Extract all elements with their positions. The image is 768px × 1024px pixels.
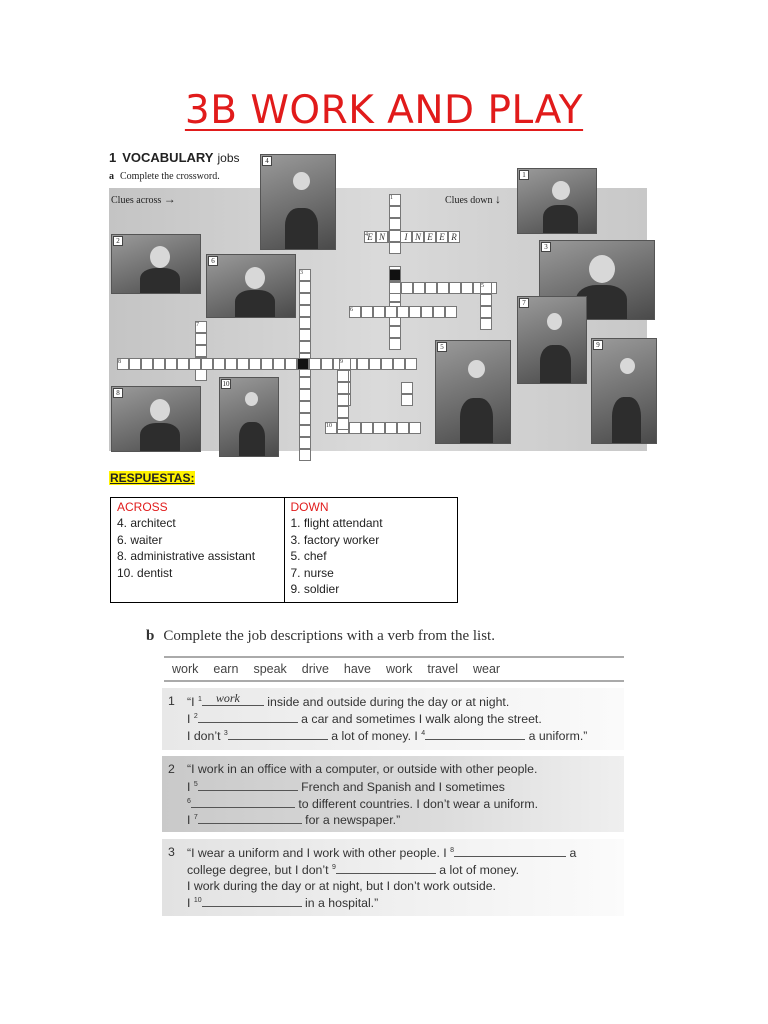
text: a car and sometimes I walk along the street. xyxy=(297,711,542,726)
crossword-cell[interactable] xyxy=(389,326,401,338)
job-photo xyxy=(517,296,587,384)
section-title: VOCABULARY xyxy=(122,150,214,165)
blank-number: 7 xyxy=(193,814,198,822)
example-answer: work xyxy=(215,691,240,705)
crossword-cell[interactable] xyxy=(189,358,201,370)
crossword-cell[interactable] xyxy=(299,413,311,425)
person-head xyxy=(150,246,170,268)
text: “I work in an office with a computer, or outside with other people. xyxy=(187,762,538,776)
job-description-2 xyxy=(162,756,624,832)
text: I xyxy=(187,896,194,911)
blank-field[interactable] xyxy=(425,728,525,740)
crossword-cell[interactable] xyxy=(299,449,311,461)
part-b-letter: b xyxy=(146,628,155,644)
part-b-instruction: Complete the job descriptions with a verb from the list. xyxy=(163,628,495,644)
crossword-cell[interactable] xyxy=(299,293,311,305)
crossword-cell[interactable] xyxy=(213,358,225,370)
down-heading: DOWN xyxy=(290,500,329,514)
clue-number: 4 xyxy=(365,232,368,238)
blank-field[interactable] xyxy=(336,862,436,874)
clue-number: 8 xyxy=(118,359,121,365)
text: college degree, but I don’t xyxy=(187,862,332,877)
word-item: earn xyxy=(213,662,239,676)
person-head xyxy=(552,181,570,200)
word-item: work xyxy=(172,662,199,676)
crossword-cell[interactable] xyxy=(299,425,311,437)
crossword-cell[interactable] xyxy=(413,282,425,294)
answer-item: 9. soldier xyxy=(290,582,340,596)
text: for a newspaper.” xyxy=(301,813,401,828)
crossword-cell[interactable] xyxy=(201,358,213,370)
across-heading: ACROSS xyxy=(117,500,168,514)
crossword-cell-filled[interactable]: E xyxy=(424,231,436,243)
job-description-1 xyxy=(162,688,624,750)
clues-across-text: Clues across xyxy=(111,195,162,206)
photo-number: 8 xyxy=(113,388,123,398)
blank-number: 10 xyxy=(193,897,202,905)
person-head xyxy=(293,172,310,190)
crossword-cell[interactable] xyxy=(433,306,445,318)
crossword-cell-filled[interactable]: E xyxy=(364,231,376,243)
answers-table xyxy=(110,497,458,603)
clues-down-text: Clues down xyxy=(445,195,493,206)
crossword-cell[interactable] xyxy=(389,338,401,350)
crossword-cell[interactable] xyxy=(385,306,397,318)
instruction-text: Complete the crossword. xyxy=(120,171,220,182)
down-column xyxy=(284,498,458,603)
text: in a hospital.” xyxy=(301,896,379,911)
photo-number: 6 xyxy=(208,256,218,266)
photo-number: 9 xyxy=(593,340,603,350)
crossword-cell[interactable] xyxy=(393,358,405,370)
crossword-cell[interactable] xyxy=(445,306,457,318)
job-photo xyxy=(591,338,657,444)
text: “I wear a uniform and I work with other people. I xyxy=(187,846,451,860)
answer-item: 1. flight attendant xyxy=(290,516,383,530)
clue-number: 10 xyxy=(326,423,332,429)
crossword-cell[interactable] xyxy=(299,281,311,293)
item-number: 2 xyxy=(168,762,175,776)
blank-field[interactable] xyxy=(198,711,298,723)
crossword-cell[interactable] xyxy=(299,329,311,341)
person-body xyxy=(285,208,318,250)
word-item: speak xyxy=(253,662,287,676)
word-list xyxy=(164,656,624,682)
text: I don’t xyxy=(187,728,224,743)
text: I xyxy=(187,813,194,828)
crossword-cell[interactable] xyxy=(449,282,461,294)
text: “I xyxy=(187,695,198,709)
crossword-cell[interactable] xyxy=(299,389,311,401)
crossword-instruction xyxy=(109,171,220,182)
crossword-cell-filled[interactable]: N xyxy=(412,231,424,243)
crossword-cell[interactable] xyxy=(480,318,492,330)
crossword-cell[interactable] xyxy=(401,282,413,294)
crossword-cell[interactable] xyxy=(321,358,333,370)
crossword-cell[interactable] xyxy=(373,306,385,318)
crossword-black-cell xyxy=(297,358,309,370)
crossword-cell[interactable] xyxy=(337,418,349,430)
text: French and Spanish and I sometimes xyxy=(297,779,505,794)
blank-number: 9 xyxy=(331,863,336,871)
crossword-cell-filled[interactable]: E xyxy=(436,231,448,243)
person-head xyxy=(620,358,635,374)
blank-field[interactable] xyxy=(202,691,264,706)
answer-item: 10. dentist xyxy=(117,565,173,580)
word-item: work xyxy=(386,662,413,676)
instruction-letter: a xyxy=(109,171,114,182)
job-photo xyxy=(111,234,201,294)
crossword-cell[interactable] xyxy=(349,422,361,434)
vocabulary-heading xyxy=(109,150,240,165)
crossword-cell[interactable] xyxy=(195,345,207,357)
crossword-panel xyxy=(109,150,655,453)
answer-item: 4. architect xyxy=(117,516,176,530)
crossword-cell[interactable] xyxy=(361,422,373,434)
job-description-3 xyxy=(162,839,624,916)
text: inside and outside during the day or at night. xyxy=(263,695,510,709)
blank-number: 1 xyxy=(197,695,202,703)
crossword-cell[interactable] xyxy=(389,282,401,294)
arrow-right-icon: → xyxy=(163,192,176,206)
person-head xyxy=(547,313,562,330)
crossword-cell[interactable] xyxy=(299,377,311,389)
clue-number: 6 xyxy=(350,307,353,313)
blank-number: 6 xyxy=(187,797,191,805)
clues-down-label xyxy=(445,192,501,207)
person-body xyxy=(612,397,641,444)
clue-number: 7 xyxy=(196,322,199,328)
person-head xyxy=(245,267,265,289)
person-body xyxy=(239,422,265,457)
crossword-cell[interactable] xyxy=(480,306,492,318)
blank-field[interactable] xyxy=(191,796,295,808)
crossword-cell[interactable] xyxy=(337,394,349,406)
crossword-cell[interactable] xyxy=(389,242,401,254)
section-subtitle: jobs xyxy=(217,151,240,165)
crossword-cell[interactable] xyxy=(409,306,421,318)
photo-number: 4 xyxy=(262,156,272,166)
person-body xyxy=(460,398,493,444)
crossword-cell[interactable] xyxy=(299,401,311,413)
clue-number: 5 xyxy=(481,283,484,289)
blank-field[interactable] xyxy=(454,845,566,857)
crossword-cell[interactable] xyxy=(425,282,437,294)
job-photo xyxy=(111,386,201,452)
person-head xyxy=(468,360,485,378)
text: to different countries. I don’t wear a uniform. xyxy=(294,796,539,811)
crossword-cell[interactable] xyxy=(389,218,401,230)
crossword-cell[interactable] xyxy=(261,358,273,370)
job-photo xyxy=(219,377,279,457)
crossword-cell[interactable] xyxy=(337,370,349,382)
person-body xyxy=(540,345,571,384)
crossword-cell[interactable] xyxy=(480,294,492,306)
part-b-heading xyxy=(146,628,495,645)
clue-number: 9 xyxy=(340,359,343,365)
job-photo xyxy=(435,340,511,444)
answer-item: 8. administrative assistant xyxy=(117,549,256,563)
crossword-cell[interactable] xyxy=(421,306,433,318)
crossword-cell[interactable] xyxy=(361,306,373,318)
page-title: 3B WORK AND PLAY xyxy=(184,88,584,133)
word-item: have xyxy=(343,662,371,676)
crossword-cell[interactable] xyxy=(195,333,207,345)
text: I xyxy=(187,711,194,726)
person-head xyxy=(150,399,170,421)
blank-field[interactable] xyxy=(198,779,298,791)
crossword-cell[interactable] xyxy=(397,422,409,434)
person-head xyxy=(245,392,258,406)
crossword-cell[interactable] xyxy=(237,358,249,370)
person-body xyxy=(235,290,275,318)
clue-number: 1 xyxy=(390,195,393,201)
crossword-cell[interactable] xyxy=(177,358,189,370)
crossword-cell[interactable] xyxy=(309,358,321,370)
blank-field[interactable] xyxy=(202,895,302,907)
crossword-cell[interactable] xyxy=(141,358,153,370)
item-number: 1 xyxy=(168,694,175,708)
crossword-cell-filled[interactable]: N xyxy=(376,231,388,243)
person-body xyxy=(140,268,180,294)
blank-field[interactable] xyxy=(198,812,302,824)
blank-number: 8 xyxy=(450,846,455,854)
text: a uniform.” xyxy=(525,728,588,743)
word-item: drive xyxy=(301,662,329,676)
item-number: 3 xyxy=(168,845,175,859)
crossword-cell[interactable] xyxy=(401,382,413,394)
crossword-cell[interactable] xyxy=(299,437,311,449)
photo-number: 5 xyxy=(437,342,447,352)
crossword-cell[interactable] xyxy=(299,341,311,353)
person-head xyxy=(589,255,615,283)
person-body xyxy=(543,205,578,234)
text: a lot of money. xyxy=(435,862,520,877)
crossword-cell[interactable] xyxy=(373,422,385,434)
text: a xyxy=(566,846,577,860)
clues-across-label xyxy=(111,192,176,207)
crossword-cell[interactable] xyxy=(299,317,311,329)
crossword-cell[interactable] xyxy=(437,282,449,294)
crossword-cell[interactable] xyxy=(165,358,177,370)
crossword-cell[interactable] xyxy=(153,358,165,370)
text: I work during the day or at night, but I don’t work outside. xyxy=(187,878,496,893)
job-photo xyxy=(517,168,597,234)
crossword-cell[interactable] xyxy=(195,369,207,381)
photo-number: 2 xyxy=(113,236,123,246)
crossword-cell[interactable] xyxy=(285,358,297,370)
person-body xyxy=(140,423,180,452)
crossword-cell[interactable] xyxy=(385,422,397,434)
answer-item: 6. waiter xyxy=(117,532,163,547)
crossword-cell[interactable] xyxy=(337,406,349,418)
blank-number: 3 xyxy=(223,729,228,737)
across-column xyxy=(111,498,285,603)
photo-number: 3 xyxy=(541,242,551,252)
crossword-cell[interactable] xyxy=(389,230,401,242)
job-photo xyxy=(206,254,296,318)
crossword-cell[interactable] xyxy=(389,206,401,218)
crossword-cell[interactable] xyxy=(461,282,473,294)
crossword-cell[interactable] xyxy=(401,394,413,406)
job-photo xyxy=(260,154,336,250)
crossword-cell[interactable] xyxy=(129,358,141,370)
text: I xyxy=(187,779,194,794)
photo-number: 1 xyxy=(519,170,529,180)
crossword-cell-filled[interactable]: R xyxy=(448,231,460,243)
arrow-down-icon: ↓ xyxy=(495,192,501,206)
clue-number: 3 xyxy=(300,270,303,276)
crossword-cell[interactable] xyxy=(225,358,237,370)
blank-number: 4 xyxy=(421,729,426,737)
text: a lot of money. I xyxy=(327,728,422,743)
answer-item: 7. nurse xyxy=(290,565,334,580)
crossword-cell[interactable] xyxy=(397,306,409,318)
word-item: travel xyxy=(427,662,458,676)
crossword-cell[interactable] xyxy=(273,358,285,370)
section-number: 1 xyxy=(109,150,117,165)
answer-item: 3. factory worker xyxy=(290,532,380,547)
blank-number: 2 xyxy=(193,712,198,720)
crossword-cell-filled[interactable]: I xyxy=(400,231,412,243)
word-item: wear xyxy=(472,662,501,676)
crossword-cell[interactable] xyxy=(337,382,349,394)
crossword-cell[interactable] xyxy=(405,358,417,370)
crossword-cell[interactable] xyxy=(381,358,393,370)
crossword-cell[interactable] xyxy=(409,422,421,434)
answers-label: RESPUESTAS: xyxy=(110,471,195,485)
crossword-cell[interactable] xyxy=(299,305,311,317)
crossword-cell[interactable] xyxy=(369,358,381,370)
crossword-cell[interactable] xyxy=(249,358,261,370)
photo-number: 7 xyxy=(519,298,529,308)
answer-item: 5. chef xyxy=(290,549,327,563)
crossword-black-cell xyxy=(389,269,401,281)
photo-number: 10 xyxy=(222,380,230,388)
blank-number: 5 xyxy=(193,780,198,788)
crossword-cell[interactable] xyxy=(357,358,369,370)
blank-field[interactable] xyxy=(228,728,328,740)
